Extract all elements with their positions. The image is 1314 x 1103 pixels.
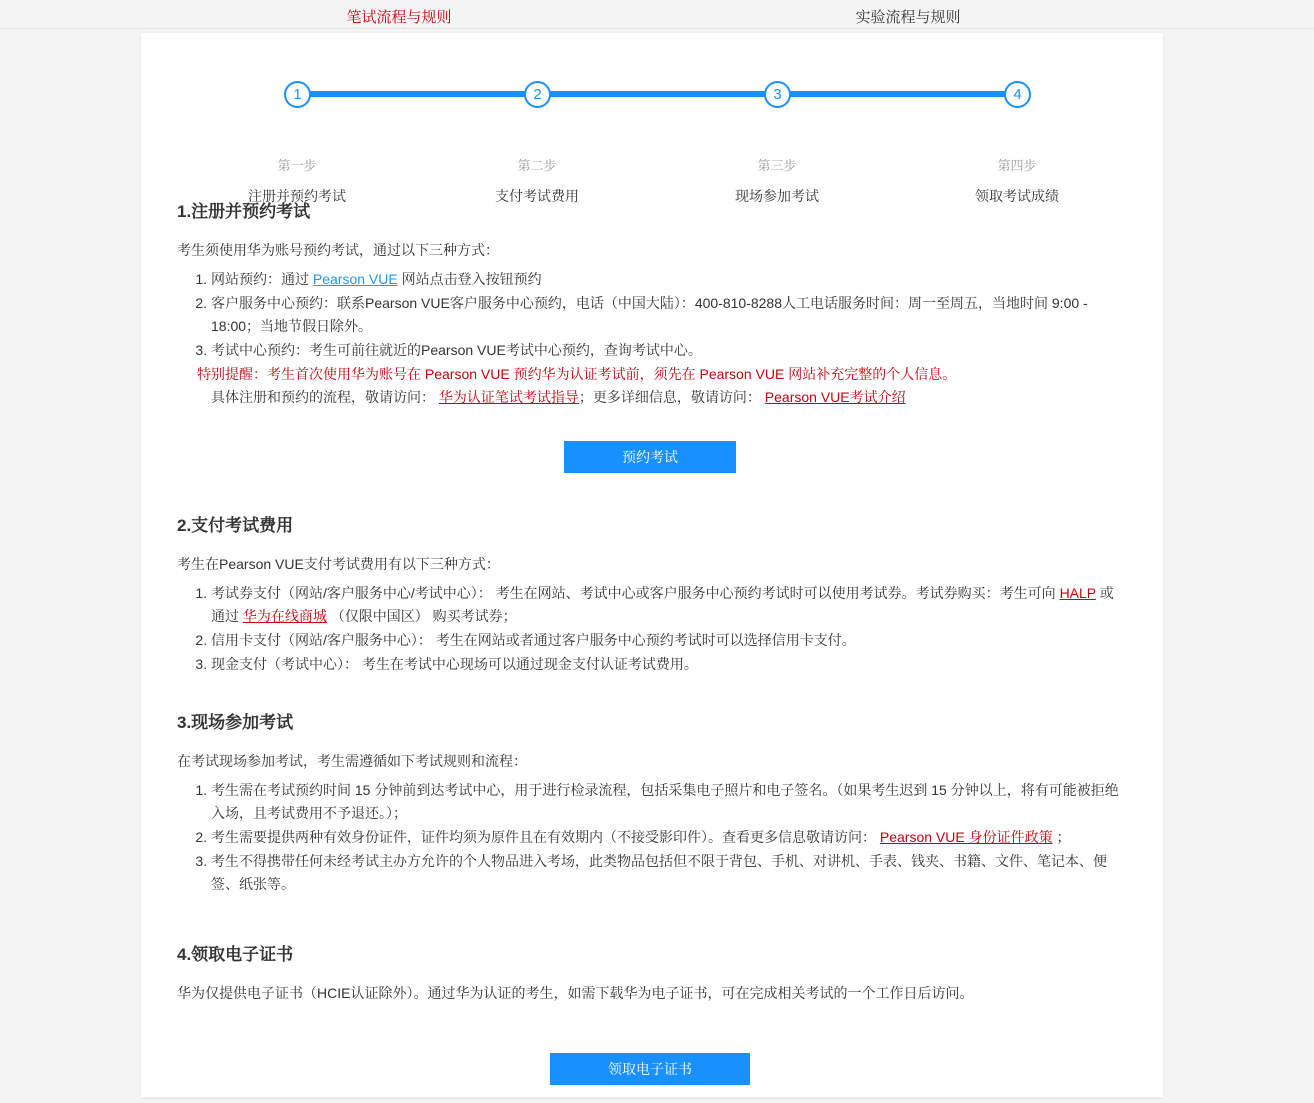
step-label-register: 注册并预约考试 (248, 188, 346, 204)
section4-button-row (177, 1053, 1123, 1085)
step-sub-4: 第四步 (997, 158, 1037, 173)
section1-list (177, 268, 1123, 362)
id-policy-link[interactable]: Pearson VUE 身份证件政策 (879, 829, 1053, 845)
list-item (211, 653, 1123, 676)
list-item (211, 629, 1123, 652)
section3-item1-text: 考生需在考试预约时间 15 分钟前到达考试中心，用于进行检录流程，包括采集电子照片和电子签名。（如果考生迟到 15 分钟以上，将有可能被拒绝入场，且考试费用不予退还。）； (211, 782, 1119, 821)
list-item (211, 292, 1123, 338)
tab-written-exam-process[interactable]: 笔试流程与规则 (346, 9, 452, 26)
book-exam-button[interactable]: 预约考试 (564, 441, 736, 473)
section1-item1-text: 网站预约：通过 (211, 271, 313, 287)
exam-steps-progress (141, 33, 1163, 204)
section3-list (177, 779, 1123, 896)
get-ecertificate-button[interactable]: 领取电子证书 (550, 1053, 750, 1085)
list-item (211, 268, 1123, 291)
pearson-vue-exam-intro-link[interactable]: Pearson VUE考试介绍 (764, 389, 906, 405)
section3-heading: 3.现场参加考试 (177, 713, 294, 732)
section3-item2-post: ； (1052, 829, 1071, 845)
section2-heading: 2.支付考试费用 (177, 516, 294, 535)
section2-intro: 考生在Pearson VUE支付考试费用有以下三种方式： (177, 556, 500, 572)
section1-button-row (177, 441, 1123, 473)
halp-link[interactable]: HALP (1059, 585, 1096, 601)
step-label-results: 领取考试成绩 (975, 188, 1059, 204)
section3-item3-text: 考生不得携带任何未经考试主办方允许的个人物品进入考场，此类物品包括但不限于背包、手机、对讲机、手表、钱夹、书籍、文件、笔记本、便签、纸张等。 (211, 853, 1107, 892)
written-exam-guide-link[interactable]: 华为认证笔试考试指导 (438, 389, 579, 405)
top-tab-bar (0, 0, 1314, 29)
section2-list (177, 582, 1123, 676)
content-card (141, 33, 1163, 1097)
list-item (211, 850, 1123, 896)
section1-item2-text: 客户服务中心预约：联系Pearson VUE客户服务中心预约，电话（中国大陆）：400-810-8288人工电话服务时间：周一至周五，当地时间 9:00 - 18:00；当地节假日除外。 (211, 295, 1088, 334)
guide-mid-text: ；更多详细信息，敬请访问： (578, 389, 765, 405)
special-reminder-text: 特别提醒：考生首次使用华为账号在 Pearson VUE 预约华为认证考试前，须先在 Pearson VUE 网站补充完整的个人信息。 (197, 366, 957, 382)
section1-guide-line (211, 386, 1123, 409)
step-sub-3: 第三步 (757, 158, 797, 173)
huawei-online-store-link[interactable]: 华为在线商城 (242, 608, 327, 624)
section4-body: 华为仅提供电子证书（HCIE认证除外）。通过华为认证的考生，如需下载华为电子证书，可在完成相关考试的一个工作日后访问。 (177, 985, 974, 1001)
section3-item2-text: 考生需要提供两种有效身份证件，证件均须为原件且在有效期内（不接受影印件）。查看更多信息敬请访问： (211, 829, 880, 845)
section1-heading: 1.注册并预约考试 (177, 202, 311, 221)
step-label-pay: 支付考试费用 (495, 188, 579, 204)
section2-item1-post: （仅限中国区） 购买考试券； (326, 608, 517, 624)
step-label-attend: 现场参加考试 (735, 188, 819, 204)
list-item (211, 582, 1123, 628)
section4-heading: 4.领取电子证书 (177, 945, 294, 964)
section3-intro: 在考试现场参加考试，考生需遵循如下考试规则和流程： (177, 753, 527, 769)
step-circle-2: 2 (524, 81, 551, 108)
list-item (211, 779, 1123, 825)
step-circle-4: 4 (1004, 81, 1031, 108)
step-sub-1: 第一步 (277, 158, 317, 173)
section2-item3-text: 现金支付（考试中心）： 考生在考试中心现场可以通过现金支付认证考试费用。 (211, 656, 698, 672)
list-item (211, 826, 1123, 849)
pearson-vue-link[interactable]: Pearson VUE (312, 271, 398, 287)
section1-item1-text2: 网站点击登入按钮预约 (397, 271, 542, 287)
section2-item1-mid: 或通过 (211, 585, 1114, 624)
section2-item1-text: 考试券支付（网站/客户服务中心/考试中心）： 考生在网站、考试中心或客户服务中心预约考试时可以使用考试券。考试券购买：考生可向 (211, 585, 1060, 601)
section1-item3-text: 考试中心预约：考生可前往就近的Pearson VUE考试中心预约，查询考试中心。 (211, 342, 702, 358)
section1-intro: 考生须使用华为账号预约考试，通过以下三种方式： (177, 242, 499, 258)
guide-pre-text: 具体注册和预约的流程，敬请访问： (211, 389, 439, 405)
list-item (211, 339, 1123, 362)
stepper-connector-line (297, 91, 1017, 97)
section2-item2-text: 信用卡支付（网站/客户服务中心）： 考生在网站或者通过客户服务中心预约考试时可以选择信用卡支付。 (211, 632, 856, 648)
tab-lab-exam-process[interactable]: 实验流程与规则 (855, 9, 961, 26)
step-sub-2: 第二步 (517, 158, 557, 173)
step-circle-1: 1 (284, 81, 311, 108)
step-circle-3: 3 (764, 81, 791, 108)
